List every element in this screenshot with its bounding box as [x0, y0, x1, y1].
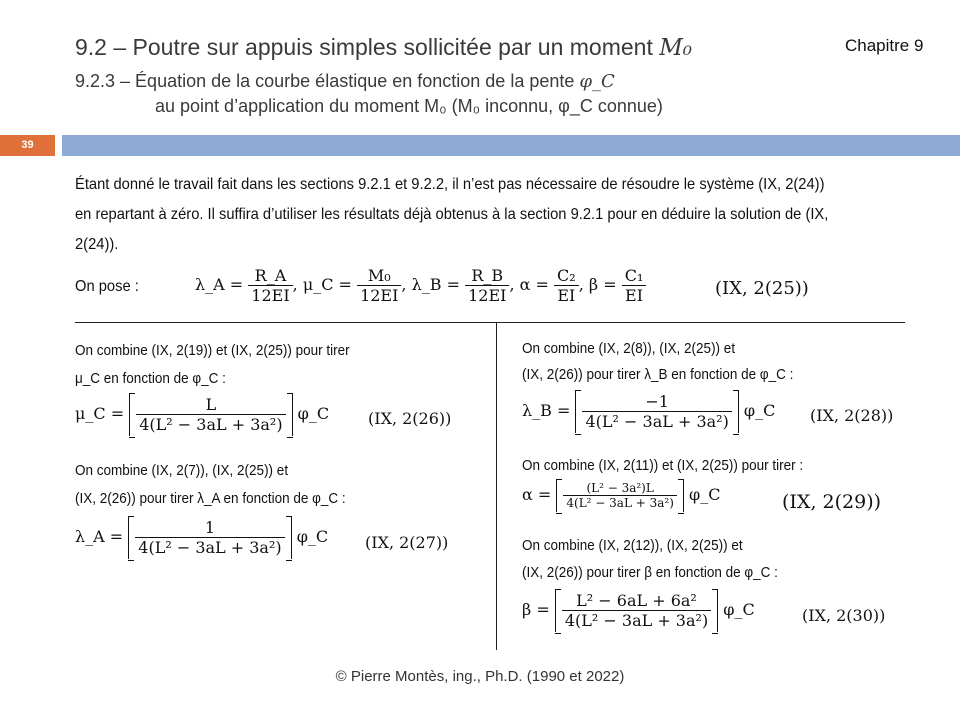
right-block-2-text1: On combine (IX, 2(11)) et (IX, 2(25)) pour tirer : [522, 457, 804, 474]
slide-subtitle: 9.2.3 – Équation de la courbe élastique en fonction de la pente φ_C [75, 71, 615, 92]
ref-25: (IX, 2(25)) [715, 278, 809, 299]
divider-horizontal [75, 322, 905, 323]
divider-vertical [496, 322, 497, 650]
left-block-2-text1: On combine (IX, 2(7)), (IX, 2(25)) et [75, 462, 289, 479]
def-lambda-a: λ_A = $\frac{R\_A}{12EI}$ , [195, 266, 298, 305]
right-block-3-text2: (IX, 2(26)) pour tirer β en fonction de φ_C : [522, 564, 778, 581]
right-block-1-text1: On combine (IX, 2(8)), (IX, 2(25)) et [522, 340, 736, 357]
ref-29: (IX, 2(29)) [782, 491, 882, 513]
chapter-label: Chapitre 9 [845, 36, 924, 55]
equation-28: λ_B = $\frac{-1}{\text{4(L² − 3aL + 3a²)}}$ φ_C [522, 392, 776, 431]
on-pose-label: On pose : [75, 278, 139, 295]
definitions-equation [195, 266, 646, 305]
def-alpha: α = $\frac{\text{C₂}}{EI}$ , [519, 266, 584, 305]
ref-28: (IX, 2(28)) [810, 406, 894, 425]
right-block-1-text2: (IX, 2(26)) pour tirer λ_B en fonction de φ_C : [522, 366, 794, 383]
def-mu-c: μ_C = $\frac{\text{M₀}}{12EI}$ , [302, 266, 407, 305]
left-block-1-text1: On combine (IX, 2(19)) et (IX, 2(25)) pour tirer [75, 342, 350, 359]
footer-copyright: © Pierre Montès, ing., Ph.D. (1990 et 2022) [335, 668, 625, 685]
slide-subtitle-line2: au point d’application du moment M₀ (M₀ inconnu, φ_C connue) [155, 96, 663, 116]
ref-26: (IX, 2(26)) [368, 409, 452, 428]
page-number-badge: 39 [0, 135, 55, 156]
equation-26: μ_C = $\frac{L}{\text{4(L² − 3aL + 3a²)}}$ φ_C [75, 395, 330, 434]
left-block-1-text2: μ_C en fonction de φ_C : [75, 370, 226, 387]
def-lambda-b: λ_B = $\frac{R\_B}{12EI}$ , [411, 266, 515, 305]
equation-27: λ_A = $\frac{1}{\text{4(L² − 3aL + 3a²)}}$ φ_C [75, 518, 329, 557]
ref-30: (IX, 2(30)) [802, 606, 886, 625]
intro-paragraph: Étant donné le travail fait dans les sections 9.2.1 et 9.2.2, il n’est pas nécessaire de résoudre le système (IX, 2(24)) en repartant à zéro. Il suffira d’utiliser les résultats déjà obtenus à la section 9.2.1 pour en déduire la solution de (IX, 2(24)). [75, 176, 829, 253]
equation-29: α = $\frac{\text{(L² − 3a²)L}}{\text{4(L² − 3aL + 3a²)}}$ φ_C [522, 481, 721, 510]
def-beta: β = $\frac{\text{C₁}}{EI}$ [589, 275, 647, 294]
left-block-2-text2: (IX, 2(26)) pour tirer λ_A en fonction de φ_C : [75, 490, 346, 507]
right-block-3-text1: On combine (IX, 2(12)), (IX, 2(25)) et [522, 537, 743, 554]
ref-27: (IX, 2(27)) [365, 533, 449, 552]
equation-30: β = $\frac{\text{L² − 6aL + 6a²}}{\text{4(L² − 3aL + 3a²)}}$ φ_C [522, 591, 755, 630]
slide-title: 9.2 – Poutre sur appuis simples sollicitée par un moment M₀ [75, 34, 693, 61]
header-bar [62, 135, 960, 156]
